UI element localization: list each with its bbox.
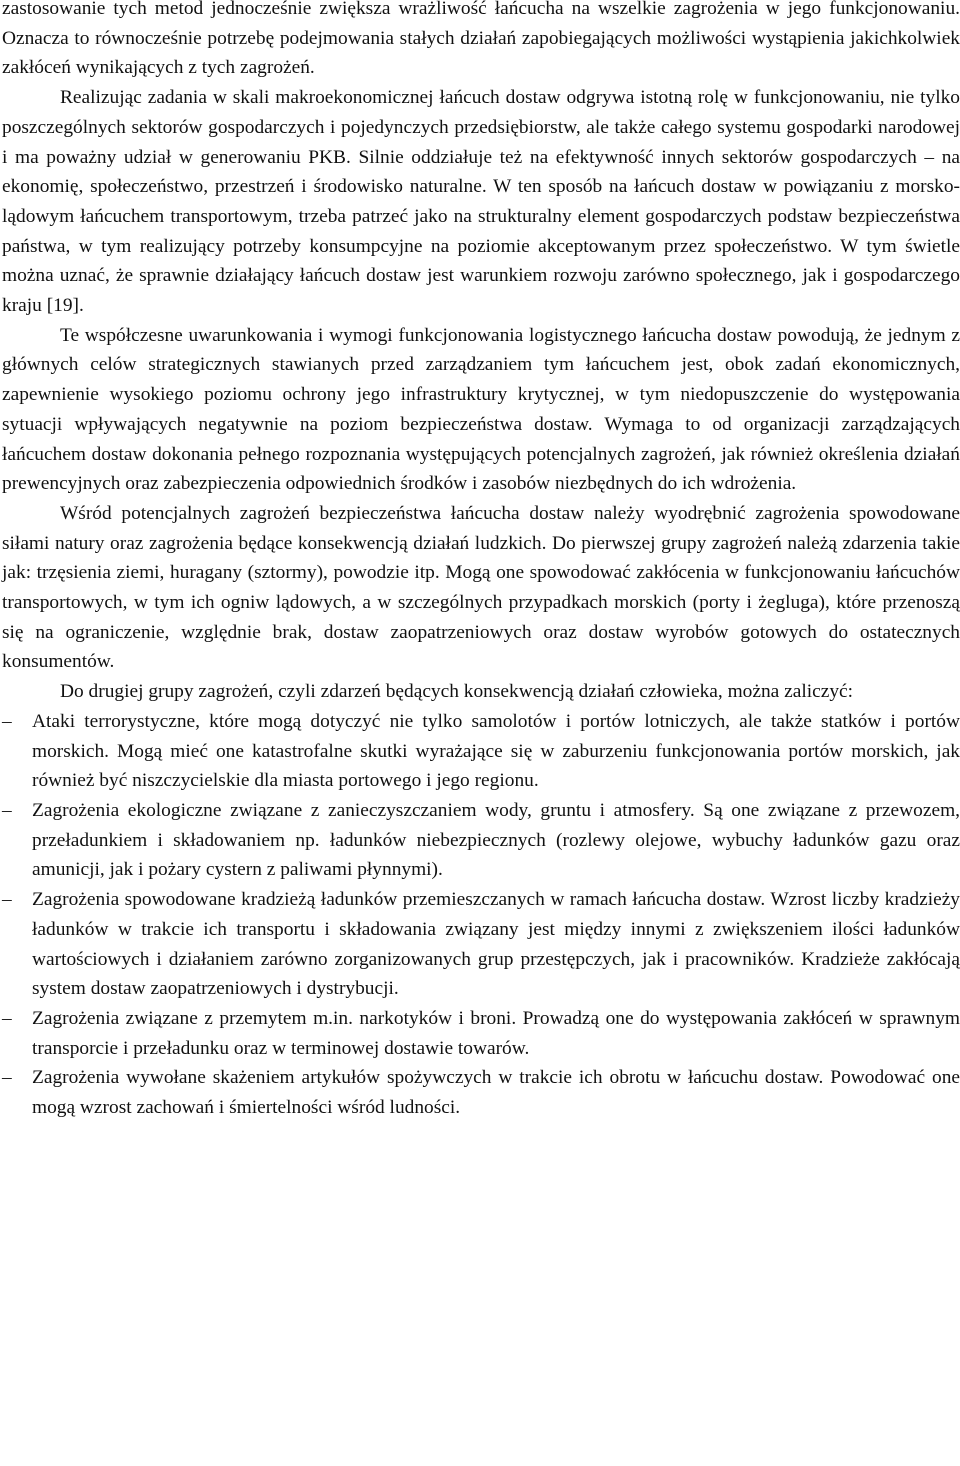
list-item [2, 885, 960, 1004]
list-item [2, 1063, 960, 1122]
paragraph-threat-groups: Wśród potencjalnych zagrożeń bezpieczeństwa łańcucha dostaw należy wyodrębnić zagrożenia spowodowane siłami natury oraz zagrożenia będące konsekwencją działań ludzkich. Do pierwszej grupy zagrożeń należą zdarzenia takie jak: trzęsienia ziemi, huragany (sztormy), powodzie itp. Mogą one spowodować zakłócenia w funkcjonowaniu łańcuchów transportowych, w tym ich ogniw lądowych, a w szczególnych przypadkach morskich (porty i żegluga), które przenoszą się na ograniczenie, względnie brak, dostaw zaopatrzeniowych oraz dostaw wyrobów gotowych do ostatecznych konsumentów. [2, 502, 960, 673]
dash-marker: – [2, 889, 12, 911]
dash-marker: – [2, 1067, 12, 1089]
dash-marker: – [2, 1007, 12, 1029]
list-item-text: Zagrożenia związane z przemytem m.in. narkotyków i broni. Prowadzą one do występowania zakłóceń w sprawnym transporcie i przeładunku oraz w terminowej dostawie towarów. [32, 1007, 960, 1059]
list-item-text: Zagrożenia ekologiczne związane z zanieczyszczaniem wody, gruntu i atmosfery. Są one związane z przewozem, przeładunkiem i składowaniem np. ładunków niebezpiecznych (rozlewy olejowe, wybuchy ładunków gazu oraz amunicji, jak i pożary cystern z paliwami płynnymi). [32, 799, 960, 881]
list-item [2, 707, 960, 796]
list-item-text: Zagrożenia spowodowane kradzieżą ładunków przemieszczanych w ramach łańcucha dostaw. Wzrost liczby kradzieży ładunków w trakcie ich transportu i składowania związany jest między innymi z zwiększeniem ilości ładunków wartościowych i działaniem zarówno zorganizowanych grup przestępczych, jak i pracowników. Kradzieże zakłócają system dostaw zaopatrzeniowych i dystrybucji. [32, 889, 960, 1000]
paragraph-list-intro: Do drugiej grupy zagrożeń, czyli zdarzeń będących konsekwencją działań człowieka, można zaliczyć: [60, 681, 854, 703]
list-item-text: Ataki terrorystyczne, które mogą dotyczyć nie tylko samolotów i portów lotniczych, ale także statków i portów morskich. Mogą mieć one katastrofalne skutki wyrażające się w zaburzeniu funkcjonowania portów morskich, jak również być niszczycielskie dla miasta portowego i jego regionu. [32, 710, 960, 792]
list-item [2, 1004, 960, 1063]
dash-marker: – [2, 799, 12, 821]
list-item [2, 796, 960, 885]
list-item-text: Zagrożenia wywołane skażeniem artykułów spożywczych w trakcie ich obrotu w łańcuchu dostaw. Powodować one mogą wzrost zachowań i śmiertelności wśród ludności. [32, 1067, 960, 1119]
paragraph-strategic-goals: Te współczesne uwarunkowania i wymogi funkcjonowania logistycznego łańcucha dostaw powodują, że jednym z głównych celów strategicznych stawianych przed zarządzaniem tym łańcuchem jest, obok zadań ekonomicznych, zapewnienie wysokiego poziomu ochrony jego infrastruktury krytycznej, w tym niedopuszczenie do występowania sytuacji wpływających negatywnie na poziom bezpieczeństwa dostaw. Wymaga to od organizacji zarządzających łańcuchem dostaw dokonania pełnego rozpoznania występujących potencjalnych zagrożeń, jak również określenia działań prewencyjnych oraz zabezpieczenia odpowiednich środków i zasobów niezbędnych do ich wdrożenia. [2, 324, 960, 495]
paragraph-supply-chain-role: Realizując zadania w skali makroekonomicznej łańcuch dostaw odgrywa istotną rolę w funkcjonowaniu, nie tylko poszczególnych sektorów gospodarczych i pojedynczych przedsiębiorstw, ale także całego systemu gospodarki narodowej i ma poważny udział w generowaniu PKB. Silnie oddziałuje też na efektywność innych sektorów gospodarczych – na ekonomię, społeczeństwo, przestrzeń i środowisko naturalne. W ten sposób na łańcuch dostaw w powiązaniu z morsko-lądowym łańcuchem transportowym, trzeba patrzeć jako na strukturalny element gospodarczych podstaw bezpieczeństwa państwa, w tym realizujący potrzeby konsumpcyjne na poziomie akceptowanym przez społeczeństwo. W tym świetle można uznać, że sprawnie działający łańcuch dostaw jest warunkiem rozwoju zarówno społecznego, jak i gospodarczego kraju [19]. [2, 87, 960, 317]
paragraph-continuation: zastosowanie tych metod jednocześnie zwiększa wrażliwość łańcucha na wszelkie zagrożenia w jego funkcjonowaniu. Oznacza to równocześnie potrzebę podejmowania stałych działań zapobiegających możliwości wystąpienia jakichkolwiek zakłóceń wynikających z tych zagrożeń. [2, 0, 960, 79]
threat-list [2, 707, 960, 1123]
dash-marker: – [2, 710, 12, 732]
